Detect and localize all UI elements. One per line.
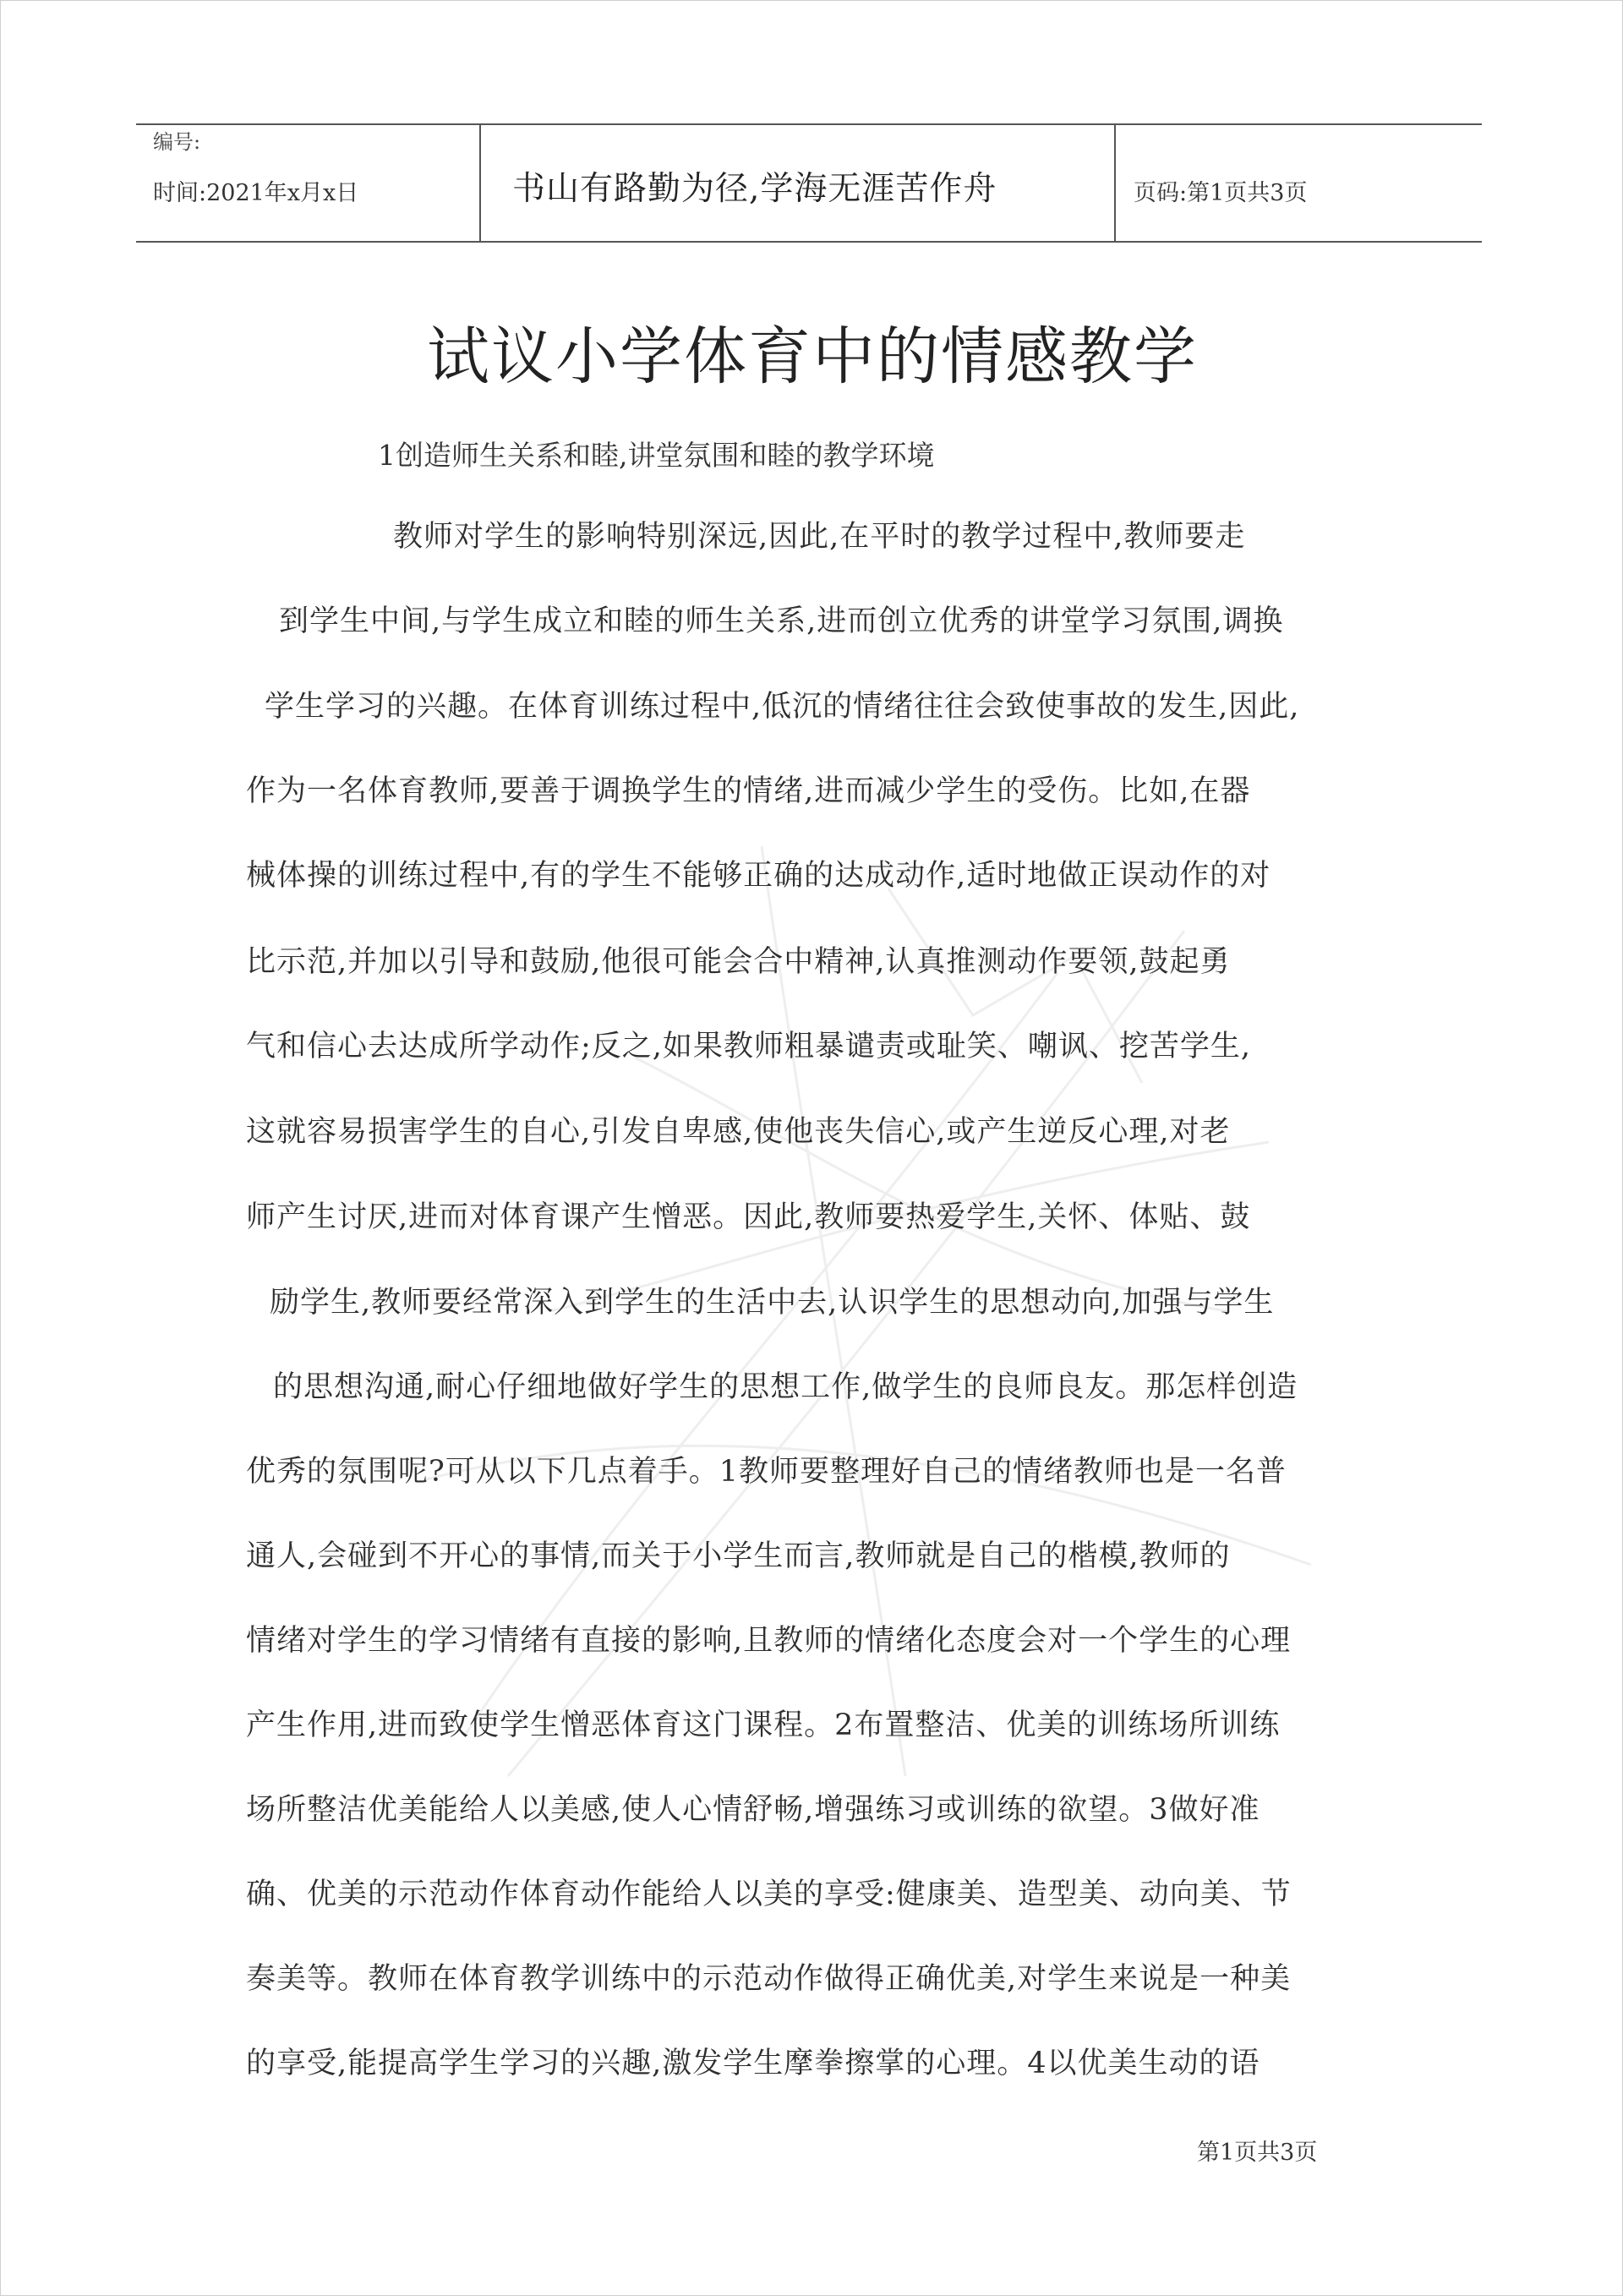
header-divider-right (1114, 123, 1116, 243)
body-line: 作为一名体育教师,要善于调换学生的情绪,进而减少学生的受伤。比如,在器 (246, 774, 1251, 808)
body-line: 确、优美的示范动作体育动作能给人以美的享受:健康美、造型美、动向美、节 (246, 1878, 1292, 1911)
body-line: 比示范,并加以引导和鼓励,他很可能会合中精神,认真推测动作要领,鼓起勇 (246, 945, 1231, 979)
header-table (136, 123, 1482, 243)
body-line: 到学生中间,与学生成立和睦的师生关系,进而创立优秀的讲堂学习氛围,调换 (279, 604, 1284, 638)
body-line: 产生作用,进而致使学生憎恶体育这门课程。2布置整洁、优美的训练场所训练 (246, 1708, 1281, 1742)
body-line: 优秀的氛围呢?可从以下几点着手。1教师要整理好自己的情绪教师也是一名普 (246, 1455, 1287, 1489)
page-title: 试议小学体育中的情感教学 (427, 320, 1198, 393)
section-heading: 1创造师生关系和睦,讲堂氛围和睦的教学环境 (378, 439, 935, 472)
body-line: 这就容易损害学生的自心,引发自卑感,使他丧失信心,或产生逆反心理,对老 (246, 1115, 1231, 1149)
header-page-label: 页码:第1页共3页 (1134, 180, 1308, 206)
header-divider-left (479, 123, 481, 243)
body-line: 师产生讨厌,进而对体育课产生憎恶。因此,教师要热爱学生,关怀、体贴、鼓 (246, 1200, 1251, 1234)
body-line: 械体操的训练过程中,有的学生不能够正确的达成动作,适时地做正误动作的对 (246, 859, 1271, 893)
body-line: 奏美等。教师在体育教学训练中的示范动作做得正确优美,对学生来说是一种美 (246, 1962, 1292, 1996)
body-line: 的思想沟通,耐心仔细地做好学生的思想工作,做学生的良师良友。那怎样创造 (273, 1370, 1298, 1404)
body-line: 教师对学生的影响特别深远,因此,在平时的教学过程中,教师要走 (393, 520, 1246, 554)
body-line: 的享受,能提高学生学习的兴趣,激发学生摩拳擦掌的心理。4以优美生动的语 (246, 2047, 1260, 2080)
header-motto: 书山有路勤为径,学海无涯苦作舟 (512, 170, 997, 208)
body-line: 场所整洁优美能给人以美感,使人心情舒畅,增强练习或训练的欲望。3做好准 (246, 1793, 1260, 1827)
body-line: 学生学习的兴趣。在体育训练过程中,低沉的情绪往往会致使事故的发生,因此, (265, 690, 1300, 724)
document-time-label: 时间:2021年x月x日 (153, 180, 359, 206)
page-footer: 第1页共3页 (1197, 2140, 1318, 2166)
header-bottom-rule (136, 241, 1482, 243)
body-line: 励学生,教师要经常深入到学生的生活中去,认识学生的思想动向,加强与学生 (270, 1286, 1275, 1320)
header-top-rule (136, 123, 1482, 125)
document-number-label: 编号: (153, 130, 201, 154)
body-line: 通人,会碰到不开心的事情,而关于小学生而言,教师就是自己的楷模,教师的 (246, 1539, 1231, 1573)
body-line: 气和信心去达成所学动作;反之,如果教师粗暴谴责或耻笑、嘲讽、挖苦学生, (246, 1030, 1252, 1063)
body-line: 情绪对学生的学习情绪有直接的影响,且教师的情绪化态度会对一个学生的心理 (246, 1624, 1292, 1658)
